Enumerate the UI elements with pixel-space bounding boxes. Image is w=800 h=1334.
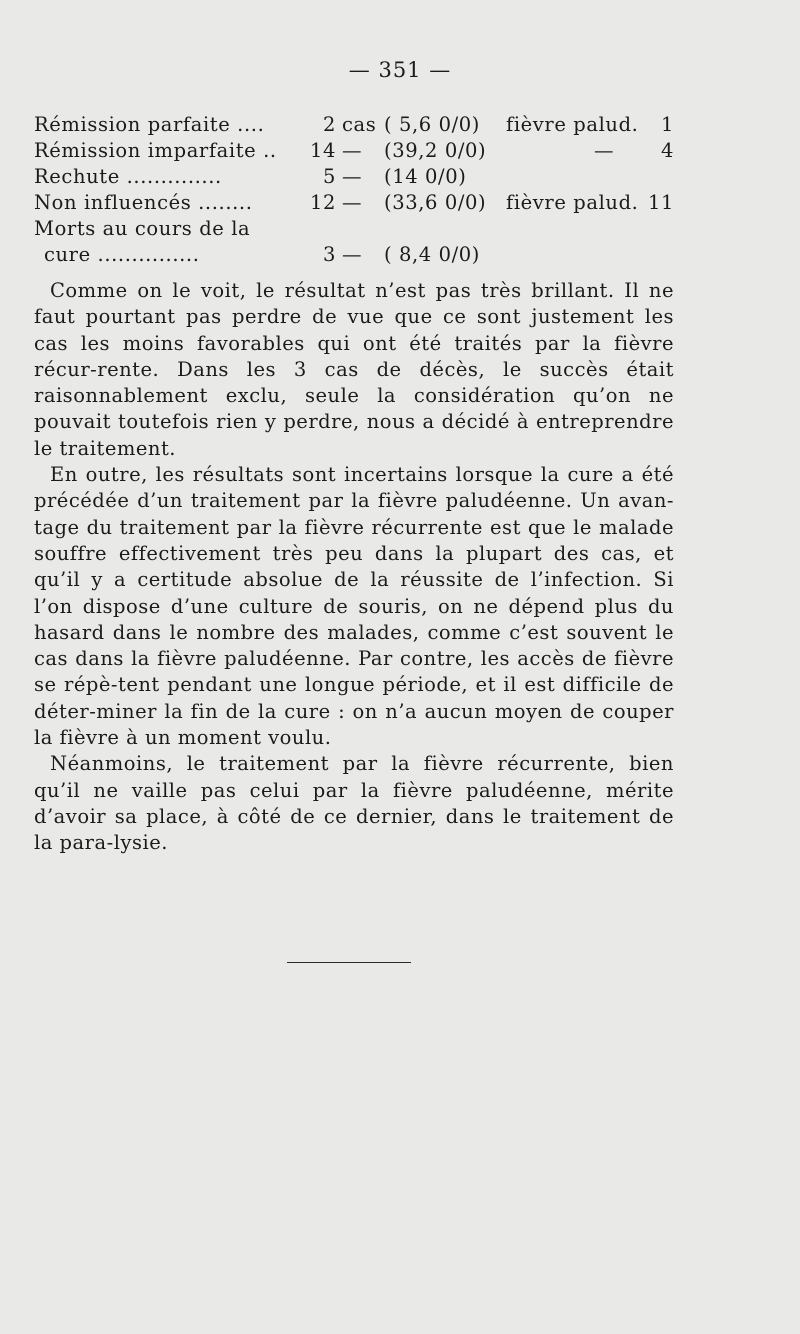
end-rule: [287, 962, 411, 963]
row-label: Rémission parfaite ....: [34, 113, 265, 136]
table-row: [34, 216, 684, 268]
row-unit: —: [342, 139, 363, 162]
row-label: [34, 216, 250, 268]
row-count: 3: [322, 243, 336, 266]
row-percentage: (33,6 0/0): [384, 191, 487, 214]
row-note: —: [594, 139, 615, 162]
row-label: Rémission imparfaite ..: [34, 139, 277, 162]
row-count: 14: [309, 139, 336, 162]
row-unit: —: [342, 191, 363, 214]
table-row: [34, 164, 684, 190]
results-table: [34, 112, 684, 268]
row-label-line: cure ...............: [44, 243, 200, 266]
row-count: 5: [322, 165, 336, 188]
row-label: Rechute ..............: [34, 165, 222, 188]
row-label: Non influencés ........: [34, 191, 253, 214]
row-percentage: ( 5,6 0/0): [384, 113, 481, 136]
row-note: fièvre palud.: [506, 191, 639, 214]
row-note-count: 1: [660, 113, 674, 136]
row-note-count: 11: [647, 191, 674, 214]
paragraph: Comme on le voit, le résultat n’est pas très brillant. Il ne faut pourtant pas perdre de vue que ce sont justement les cas les moins favorables qui ont été traités par la fièvre récur-rente. Dans les 3 cas de décès, le succès était raisonnablement exclu, seule la considération qu’on ne pouvait toutefois rien y perdre, nous a décidé à entreprendre le traitement.: [34, 279, 674, 460]
row-note-count: 4: [660, 139, 674, 162]
paragraph: En outre, les résultats sont incertains lorsque la cure a été précédée d’un traitement par la fièvre paludéenne. Un avan-tage du traitement par la fièvre récurrente est que le malade souffre effectivement très peu dans la plupart des cas, et qu’il y a certitude absolue de la réussite de l’infection. Si l’on dispose d’une culture de souris, on ne dépend plus du hasard dans le nombre des malades, comme c’est souvent le cas dans la fièvre paludéenne. Par contre, les accès de fièvre se répè-tent pendant une longue période, et il est difficile de déter-miner la fin de la cure : on n’a aucun moyen de couper la fièvre à un moment voulu.: [34, 463, 674, 750]
table-row: [34, 112, 684, 138]
row-percentage: (14 0/0): [384, 165, 467, 188]
row-count: 2: [322, 113, 336, 136]
body-text: [34, 278, 674, 857]
row-percentage: ( 8,4 0/0): [384, 243, 481, 266]
table-row: [34, 138, 684, 164]
row-unit: —: [342, 243, 363, 266]
row-unit: cas: [342, 113, 377, 136]
page-number: — 351 —: [348, 58, 452, 82]
table-row: [34, 190, 684, 216]
row-unit: —: [342, 165, 363, 188]
row-percentage: (39,2 0/0): [384, 139, 487, 162]
row-note: fièvre palud.: [506, 113, 639, 136]
row-count: 12: [309, 191, 336, 214]
row-label-line: Morts au cours de la: [34, 217, 251, 240]
paragraph: Néanmoins, le traitement par la fièvre récurrente, bien qu’il ne vaille pas celui par la fièvre paludéenne, mérite d’avoir sa place, à côté de ce dernier, dans le traitement de la para-lysie.: [34, 752, 674, 855]
